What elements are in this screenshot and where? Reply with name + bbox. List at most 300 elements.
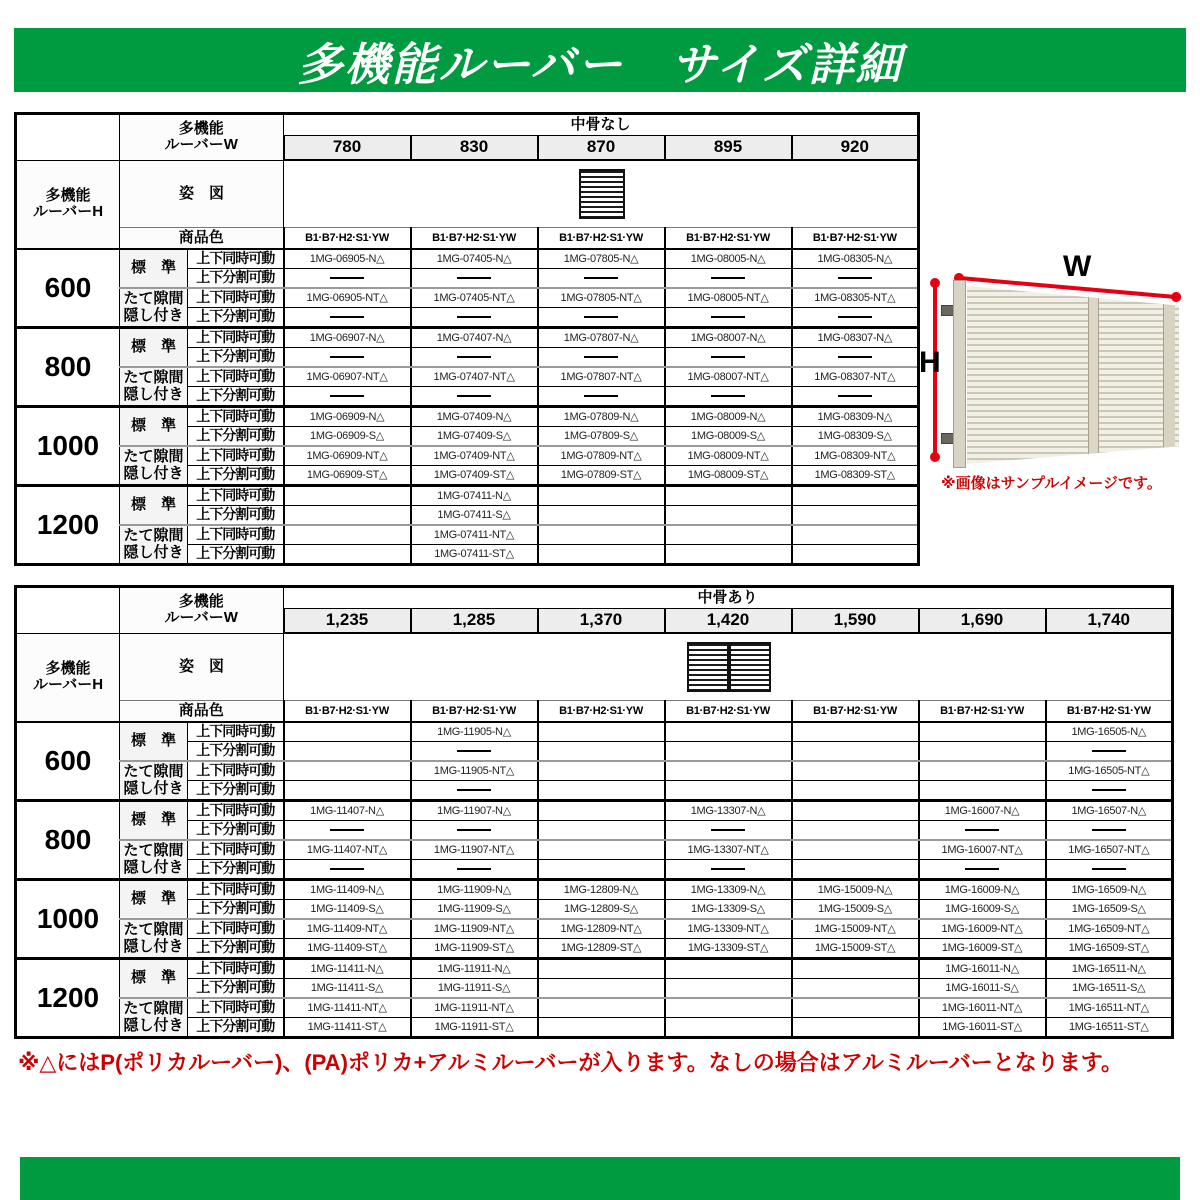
spec-row [16, 840, 1173, 860]
louver-w-label: 多機能 ルーバーW [120, 587, 284, 634]
product-code-cell [411, 348, 538, 368]
dash-mark [838, 277, 872, 279]
product-code-cell [284, 781, 411, 801]
spec-row [16, 821, 1173, 841]
bottom-green-bar [20, 1157, 1180, 1200]
product-code-cell [538, 269, 665, 289]
spec-table-with-midrib [14, 585, 1174, 1039]
product-code-cell: 1MG-08309-N△ [792, 407, 919, 427]
height-label: 1200 [16, 486, 120, 565]
movement-label: 上下同時可動 [188, 407, 284, 427]
product-code-cell [792, 998, 919, 1018]
type-hidden-gap: たて隙間 隠し付き [120, 919, 188, 959]
height-label: 1000 [16, 407, 120, 486]
product-code-cell [538, 348, 665, 368]
product-code-cell [665, 860, 792, 880]
product-code-cell: 1MG-08305-N△ [792, 249, 919, 269]
louver-h-label: 多機能 ルーバーH [16, 160, 120, 249]
right-rail [1163, 286, 1175, 464]
product-code-cell: 1MG-16505-NT△ [1046, 761, 1173, 781]
footnote: ※△にはP(ポリカルーバー)、(PA)ポリカ+アルミルーバーが入ります。なしの場合はアルミルーバーとなります。 [18, 1050, 1124, 1075]
product-code-cell [665, 959, 792, 979]
dash-mark [584, 316, 618, 318]
product-code-cell [665, 387, 792, 407]
color-codes: B1·B7·H2·S1·YW [665, 228, 792, 250]
product-code-cell [792, 801, 919, 821]
width-header: 780 [284, 136, 411, 161]
center-mullion [1088, 286, 1099, 464]
dash-mark [330, 868, 364, 870]
width-dimension-label: W [1063, 250, 1092, 283]
product-code-cell: 1MG-07809-ST△ [538, 466, 665, 486]
movement-label: 上下同時可動 [188, 919, 284, 939]
product-code-cell: 1MG-16509-N△ [1046, 880, 1173, 900]
product-code-cell: 1MG-11409-N△ [284, 880, 411, 900]
product-code-cell [665, 1018, 792, 1038]
product-code-cell: 1MG-11407-NT△ [284, 840, 411, 860]
product-code-cell [284, 387, 411, 407]
dash-mark [1092, 868, 1126, 870]
product-code-cell: 1MG-11907-NT△ [411, 840, 538, 860]
product-code-cell [411, 742, 538, 762]
product-code-cell [538, 860, 665, 880]
color-codes: B1·B7·H2·S1·YW [792, 228, 919, 250]
product-code-cell [792, 308, 919, 328]
product-code-cell: 1MG-16507-N△ [1046, 801, 1173, 821]
product-code-cell: 1MG-07805-NT△ [538, 288, 665, 308]
spec-table-no-midrib [14, 112, 920, 566]
movement-label: 上下分割可動 [188, 545, 284, 565]
product-code-cell [284, 821, 411, 841]
product-code-cell [284, 742, 411, 762]
spec-row [16, 525, 919, 545]
product-code-cell [665, 742, 792, 762]
product-code-cell [538, 742, 665, 762]
width-header: 1,740 [1046, 609, 1173, 634]
color-codes: B1·B7·H2·S1·YW [665, 701, 792, 723]
type-standard: 標 準 [120, 249, 188, 288]
movement-label: 上下同時可動 [188, 801, 284, 821]
product-code-cell: 1MG-13309-N△ [665, 880, 792, 900]
width-header: 1,420 [665, 609, 792, 634]
product-code-cell [792, 269, 919, 289]
width-header: 1,370 [538, 609, 665, 634]
product-code-cell: 1MG-11409-ST△ [284, 939, 411, 959]
type-hidden-gap: たて隙間 隠し付き [120, 446, 188, 486]
dash-mark [711, 868, 745, 870]
sample-caption: ※画像はサンプルイメージです。 [941, 475, 1162, 492]
color-codes: B1·B7·H2·S1·YW [284, 701, 411, 723]
product-code-cell [792, 486, 919, 506]
movement-label: 上下分割可動 [188, 742, 284, 762]
product-code-cell: 1MG-06905-N△ [284, 249, 411, 269]
product-code-cell: 1MG-11409-NT△ [284, 919, 411, 939]
height-dimension-label: H [919, 346, 941, 379]
product-code-cell: 1MG-07405-NT△ [411, 288, 538, 308]
product-code-cell [792, 506, 919, 526]
spec-row [16, 801, 1173, 821]
product-code-cell: 1MG-11909-ST△ [411, 939, 538, 959]
product-code-cell: 1MG-16009-S△ [919, 900, 1046, 920]
product-code-cell [538, 308, 665, 328]
movement-label: 上下分割可動 [188, 821, 284, 841]
spec-row [16, 860, 1173, 880]
width-header: 1,285 [411, 609, 538, 634]
product-code-cell [1046, 821, 1173, 841]
product-code-cell [538, 545, 665, 565]
product-code-cell [284, 722, 411, 742]
color-codes: B1·B7·H2·S1·YW [411, 228, 538, 250]
color-codes: B1·B7·H2·S1·YW [919, 701, 1046, 723]
bone-type-header: 中骨なし [284, 114, 919, 136]
type-hidden-gap: たて隙間 隠し付き [120, 840, 188, 880]
spec-row [16, 959, 1173, 979]
type-hidden-gap: たて隙間 隠し付き [120, 525, 188, 565]
product-code-cell: 1MG-11911-S△ [411, 979, 538, 999]
width-header: 920 [792, 136, 919, 161]
color-codes: B1·B7·H2·S1·YW [284, 228, 411, 250]
dash-mark [330, 395, 364, 397]
product-code-cell: 1MG-11407-N△ [284, 801, 411, 821]
product-code-cell [919, 781, 1046, 801]
product-code-cell: 1MG-15009-S△ [792, 900, 919, 920]
movement-label: 上下同時可動 [188, 880, 284, 900]
product-code-cell: 1MG-11409-S△ [284, 900, 411, 920]
product-code-cell [919, 821, 1046, 841]
movement-label: 上下同時可動 [188, 328, 284, 348]
header-row-bone [16, 114, 919, 136]
louver-panel-image [967, 286, 1179, 464]
mount-post [953, 280, 966, 468]
color-codes: B1·B7·H2·S1·YW [1046, 701, 1173, 723]
product-code-cell: 1MG-07409-NT△ [411, 446, 538, 466]
product-code-cell [411, 781, 538, 801]
dash-mark [1092, 829, 1126, 831]
product-code-cell [792, 979, 919, 999]
dash-mark [711, 356, 745, 358]
product-code-cell [792, 959, 919, 979]
product-code-cell [792, 742, 919, 762]
dash-mark [711, 829, 745, 831]
dash-mark [711, 316, 745, 318]
product-code-cell: 1MG-16511-N△ [1046, 959, 1173, 979]
figure-label: 姿 図 [120, 160, 284, 228]
dash-mark [330, 829, 364, 831]
product-code-cell: 1MG-16011-NT△ [919, 998, 1046, 1018]
louver-figure-icon [687, 642, 771, 692]
product-code-cell [665, 486, 792, 506]
product-code-cell: 1MG-07409-S△ [411, 427, 538, 447]
color-row [16, 228, 919, 250]
movement-label: 上下分割可動 [188, 308, 284, 328]
product-code-cell: 1MG-15009-N△ [792, 880, 919, 900]
color-codes: B1·B7·H2·S1·YW [411, 701, 538, 723]
product-code-cell: 1MG-11905-N△ [411, 722, 538, 742]
color-label: 商品色 [120, 228, 284, 250]
product-code-cell [792, 821, 919, 841]
product-code-cell [538, 801, 665, 821]
product-code-cell: 1MG-08005-NT△ [665, 288, 792, 308]
product-code-cell: 1MG-08009-N△ [665, 407, 792, 427]
product-code-cell: 1MG-11905-NT△ [411, 761, 538, 781]
product-code-cell: 1MG-06909-ST△ [284, 466, 411, 486]
product-code-cell: 1MG-08307-NT△ [792, 367, 919, 387]
product-code-cell: 1MG-16009-N△ [919, 880, 1046, 900]
product-code-cell [284, 506, 411, 526]
product-code-cell [284, 269, 411, 289]
product-code-cell: 1MG-11911-ST△ [411, 1018, 538, 1038]
product-code-cell [665, 821, 792, 841]
product-code-cell [792, 525, 919, 545]
louver-w-label: 多機能 ルーバーW [120, 114, 284, 161]
movement-label: 上下分割可動 [188, 1018, 284, 1038]
movement-label: 上下分割可動 [188, 269, 284, 289]
product-code-cell: 1MG-07411-N△ [411, 486, 538, 506]
type-hidden-gap: たて隙間 隠し付き [120, 998, 188, 1038]
dash-mark [711, 277, 745, 279]
type-standard: 標 準 [120, 880, 188, 920]
product-code-cell: 1MG-07411-NT△ [411, 525, 538, 545]
dash-mark [457, 356, 491, 358]
product-code-cell: 1MG-11907-N△ [411, 801, 538, 821]
product-code-cell [411, 308, 538, 328]
type-hidden-gap: たて隙間 隠し付き [120, 761, 188, 801]
movement-label: 上下分割可動 [188, 506, 284, 526]
movement-label: 上下同時可動 [188, 446, 284, 466]
product-code-cell [538, 781, 665, 801]
product-code-cell: 1MG-16011-ST△ [919, 1018, 1046, 1038]
dash-mark [965, 868, 999, 870]
movement-label: 上下分割可動 [188, 900, 284, 920]
product-code-cell: 1MG-06909-NT△ [284, 446, 411, 466]
movement-label: 上下同時可動 [188, 840, 284, 860]
product-code-cell: 1MG-07807-N△ [538, 328, 665, 348]
product-code-cell: 1MG-13307-NT△ [665, 840, 792, 860]
product-code-cell: 1MG-08307-N△ [792, 328, 919, 348]
product-code-cell: 1MG-16509-NT△ [1046, 919, 1173, 939]
dash-mark [965, 829, 999, 831]
product-code-cell: 1MG-11911-N△ [411, 959, 538, 979]
spec-row [16, 919, 1173, 939]
color-codes: B1·B7·H2·S1·YW [538, 701, 665, 723]
spec-row [16, 722, 1173, 742]
movement-label: 上下分割可動 [188, 348, 284, 368]
product-code-cell [284, 860, 411, 880]
product-code-cell [538, 959, 665, 979]
product-code-cell: 1MG-11911-NT△ [411, 998, 538, 1018]
product-code-cell [665, 308, 792, 328]
spec-row [16, 288, 919, 308]
movement-label: 上下分割可動 [188, 979, 284, 999]
product-code-cell: 1MG-16009-NT△ [919, 919, 1046, 939]
movement-label: 上下同時可動 [188, 959, 284, 979]
product-code-cell [538, 387, 665, 407]
product-code-cell [538, 840, 665, 860]
spec-row [16, 742, 1173, 762]
type-standard: 標 準 [120, 486, 188, 526]
movement-label: 上下分割可動 [188, 781, 284, 801]
type-hidden-gap: たて隙間 隠し付き [120, 367, 188, 407]
spec-row [16, 979, 1173, 999]
movement-label: 上下同時可動 [188, 367, 284, 387]
movement-label: 上下分割可動 [188, 860, 284, 880]
product-code-cell [792, 387, 919, 407]
product-code-cell: 1MG-16511-ST△ [1046, 1018, 1173, 1038]
page-title-banner [14, 28, 1186, 92]
product-code-cell: 1MG-07411-S△ [411, 506, 538, 526]
width-header: 1,235 [284, 609, 411, 634]
product-code-cell: 1MG-16507-NT△ [1046, 840, 1173, 860]
color-label: 商品色 [120, 701, 284, 723]
product-code-cell: 1MG-07805-N△ [538, 249, 665, 269]
product-code-cell [411, 269, 538, 289]
product-code-cell: 1MG-08009-ST△ [665, 466, 792, 486]
product-code-cell: 1MG-08305-NT△ [792, 288, 919, 308]
product-code-cell [284, 348, 411, 368]
product-code-cell [538, 1018, 665, 1038]
spec-row [16, 1018, 1173, 1038]
product-code-cell: 1MG-07809-S△ [538, 427, 665, 447]
spec-row [16, 407, 919, 427]
width-header: 1,590 [792, 609, 919, 634]
product-code-cell: 1MG-13307-N△ [665, 801, 792, 821]
product-code-cell [284, 761, 411, 781]
spec-row [16, 446, 919, 466]
product-code-cell: 1MG-06905-NT△ [284, 288, 411, 308]
product-code-cell: 1MG-08309-S△ [792, 427, 919, 447]
movement-label: 上下同時可動 [188, 288, 284, 308]
product-code-cell: 1MG-16007-N△ [919, 801, 1046, 821]
product-code-cell: 1MG-16007-NT△ [919, 840, 1046, 860]
product-code-cell: 1MG-13309-NT△ [665, 919, 792, 939]
product-code-cell: 1MG-07407-NT△ [411, 367, 538, 387]
product-code-cell [538, 722, 665, 742]
product-code-cell: 1MG-07405-N△ [411, 249, 538, 269]
dash-mark [330, 356, 364, 358]
dash-mark [711, 395, 745, 397]
dash-mark [457, 316, 491, 318]
product-code-cell: 1MG-16509-S△ [1046, 900, 1173, 920]
corner-cell [16, 587, 120, 634]
dash-mark [838, 395, 872, 397]
width-header: 870 [538, 136, 665, 161]
sample-illustration [915, 250, 1200, 500]
product-code-cell [284, 308, 411, 328]
movement-label: 上下分割可動 [188, 939, 284, 959]
dash-mark [838, 356, 872, 358]
product-code-cell: 1MG-16511-S△ [1046, 979, 1173, 999]
product-code-cell: 1MG-07409-ST△ [411, 466, 538, 486]
product-code-cell [665, 545, 792, 565]
width-header: 830 [411, 136, 538, 161]
spec-row [16, 900, 1173, 920]
product-code-cell: 1MG-15009-NT△ [792, 919, 919, 939]
product-code-cell [665, 269, 792, 289]
product-code-cell [792, 761, 919, 781]
product-code-cell [665, 525, 792, 545]
type-standard: 標 準 [120, 959, 188, 999]
product-code-cell: 1MG-15009-ST△ [792, 939, 919, 959]
product-code-cell: 1MG-08309-NT△ [792, 446, 919, 466]
product-code-cell [284, 486, 411, 506]
product-code-cell [538, 998, 665, 1018]
product-code-cell [792, 860, 919, 880]
movement-label: 上下同時可動 [188, 998, 284, 1018]
spec-row [16, 880, 1173, 900]
product-code-cell: 1MG-11411-ST△ [284, 1018, 411, 1038]
spec-row [16, 486, 919, 506]
product-code-cell [665, 781, 792, 801]
product-code-cell [792, 545, 919, 565]
product-code-cell [665, 998, 792, 1018]
movement-label: 上下同時可動 [188, 722, 284, 742]
height-label: 800 [16, 801, 120, 880]
dash-mark [457, 395, 491, 397]
product-code-cell: 1MG-06909-N△ [284, 407, 411, 427]
dash-mark [584, 277, 618, 279]
movement-label: 上下同時可動 [188, 249, 284, 269]
height-label: 1000 [16, 880, 120, 959]
product-code-cell [919, 742, 1046, 762]
dash-mark [457, 277, 491, 279]
product-code-cell: 1MG-07807-NT△ [538, 367, 665, 387]
product-code-cell: 1MG-11411-NT△ [284, 998, 411, 1018]
product-code-cell: 1MG-12809-ST△ [538, 939, 665, 959]
product-code-cell [665, 979, 792, 999]
product-code-cell: 1MG-07407-N△ [411, 328, 538, 348]
height-label: 600 [16, 722, 120, 801]
product-code-cell [792, 722, 919, 742]
product-code-cell: 1MG-07409-N△ [411, 407, 538, 427]
product-code-cell: 1MG-08007-NT△ [665, 367, 792, 387]
louver-figure-icon [579, 169, 625, 219]
movement-label: 上下分割可動 [188, 427, 284, 447]
dash-mark [584, 395, 618, 397]
product-code-cell [1046, 781, 1173, 801]
type-hidden-gap: たて隙間 隠し付き [120, 288, 188, 328]
color-codes: B1·B7·H2·S1·YW [792, 701, 919, 723]
spec-row [16, 939, 1173, 959]
product-code-cell: 1MG-08309-ST△ [792, 466, 919, 486]
type-standard: 標 準 [120, 722, 188, 761]
product-code-cell [792, 781, 919, 801]
spec-row [16, 761, 1173, 781]
type-standard: 標 準 [120, 801, 188, 841]
product-code-cell: 1MG-16009-ST△ [919, 939, 1046, 959]
figure-cell [284, 633, 1173, 701]
dash-mark [457, 750, 491, 752]
product-code-cell: 1MG-08007-N△ [665, 328, 792, 348]
spec-row [16, 367, 919, 387]
spec-row [16, 781, 1173, 801]
dash-mark [457, 829, 491, 831]
dash-mark [457, 868, 491, 870]
dash-mark [1092, 750, 1126, 752]
dash-mark [1092, 789, 1126, 791]
product-code-cell [538, 506, 665, 526]
product-code-cell [792, 1018, 919, 1038]
product-code-cell: 1MG-11411-S△ [284, 979, 411, 999]
product-code-cell: 1MG-06907-NT△ [284, 367, 411, 387]
dash-mark [457, 789, 491, 791]
product-code-cell: 1MG-12809-S△ [538, 900, 665, 920]
figure-label: 姿 図 [120, 633, 284, 701]
product-code-cell: 1MG-08009-S△ [665, 427, 792, 447]
product-code-cell: 1MG-07411-ST△ [411, 545, 538, 565]
product-code-cell: 1MG-06907-N△ [284, 328, 411, 348]
figure-row [16, 160, 919, 228]
product-code-cell: 1MG-11909-N△ [411, 880, 538, 900]
